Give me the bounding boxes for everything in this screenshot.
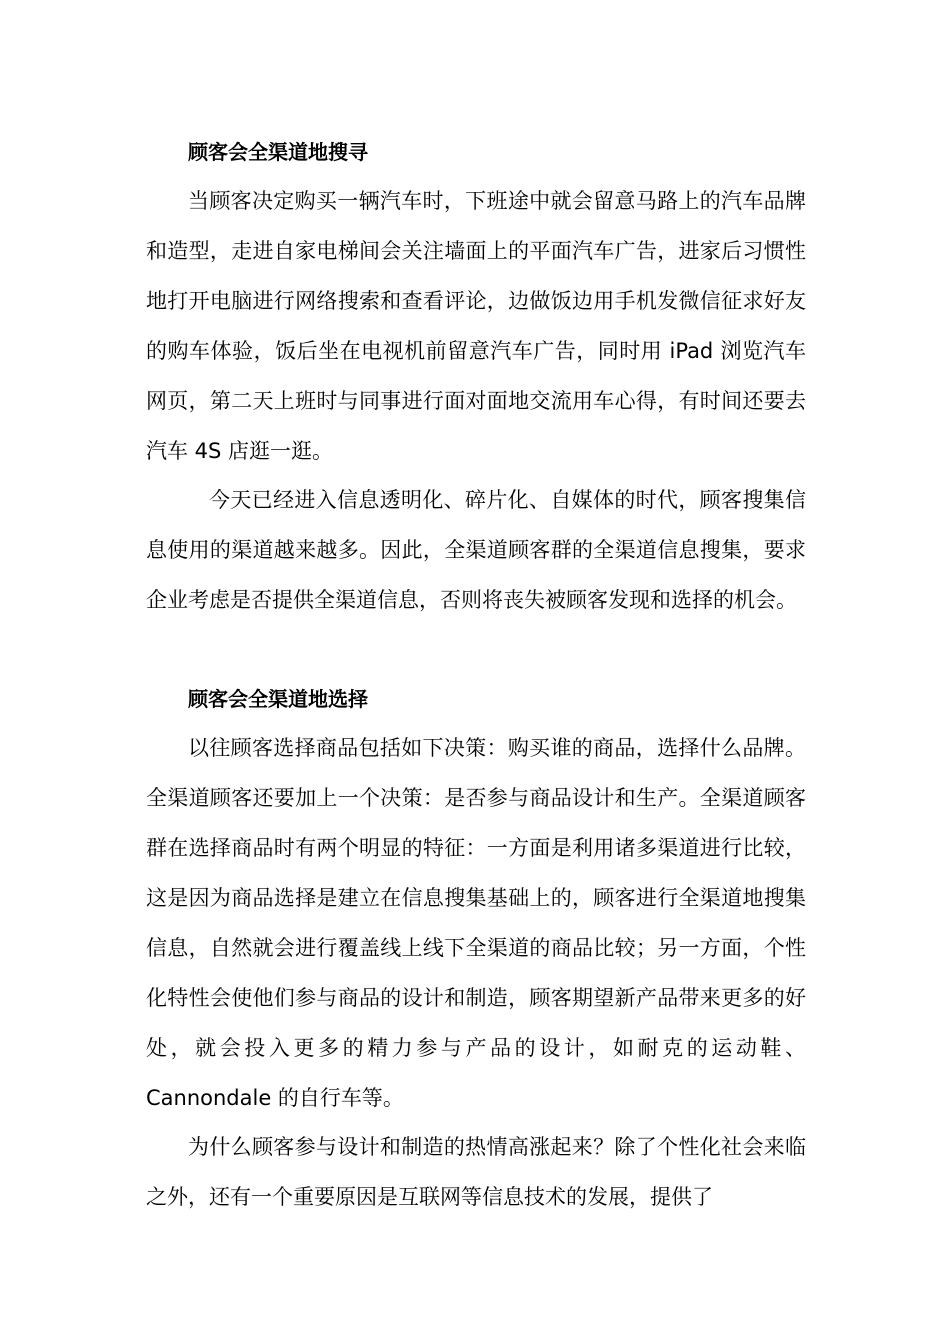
section-heading-choice: 顾客会全渠道地选择 [188, 687, 368, 711]
paragraph-car-purchase-example: 当顾客决定购买一辆汽车时，下班途中就会留意马路上的汽车品牌和造型，走进自家电梯间会关注墙面上的平面汽车广告，进家后习惯性地打开电脑进行网络搜索和查看评论，边做饭边用手机发微信征求好友的购车体验，饭后坐在电视机前留意汽车广告，同时用 iPad 浏览汽车网页，第二天上班时与同事进行面对面地交流用车心得，有时间还要去汽车 4S 店逛一逛。 [146, 189, 806, 463]
section-heading-search: 顾客会全渠道地搜寻 [188, 140, 368, 164]
paragraph-participation-reason: 为什么顾客参与设计和制造的热情高涨起来？除了个性化社会来临之外，还有一个重要原因是互联网等信息技术的发展，提供了 [146, 1135, 806, 1209]
paragraph-information-era: 今天已经进入信息透明化、碎片化、自媒体的时代，顾客搜集信息使用的渠道越来越多。因此，全渠道顾客群的全渠道信息搜集，要求企业考虑是否提供全渠道信息，否则将丧失被顾客发现和选择的机会。 [146, 488, 806, 612]
paragraph-product-choice: 以往顾客选择商品包括如下决策：购买谁的商品，选择什么品牌。全渠道顾客还要加上一个决策：是否参与商品设计和生产。全渠道顾客群在选择商品时有两个明显的特征：一方面是利用诸多渠道进行比较，这是因为商品选择是建立在信息搜集基础上的，顾客进行全渠道地搜集信息，自然就会进行覆盖线上线下全渠道的商品比较；另一方面，个性化特性会使他们参与商品的设计和制造，顾客期望新产品带来更多的好处，就会投入更多的精力参与产品的设计，如耐克的运动鞋、Cannondale 的自行车等。 [146, 736, 806, 1110]
